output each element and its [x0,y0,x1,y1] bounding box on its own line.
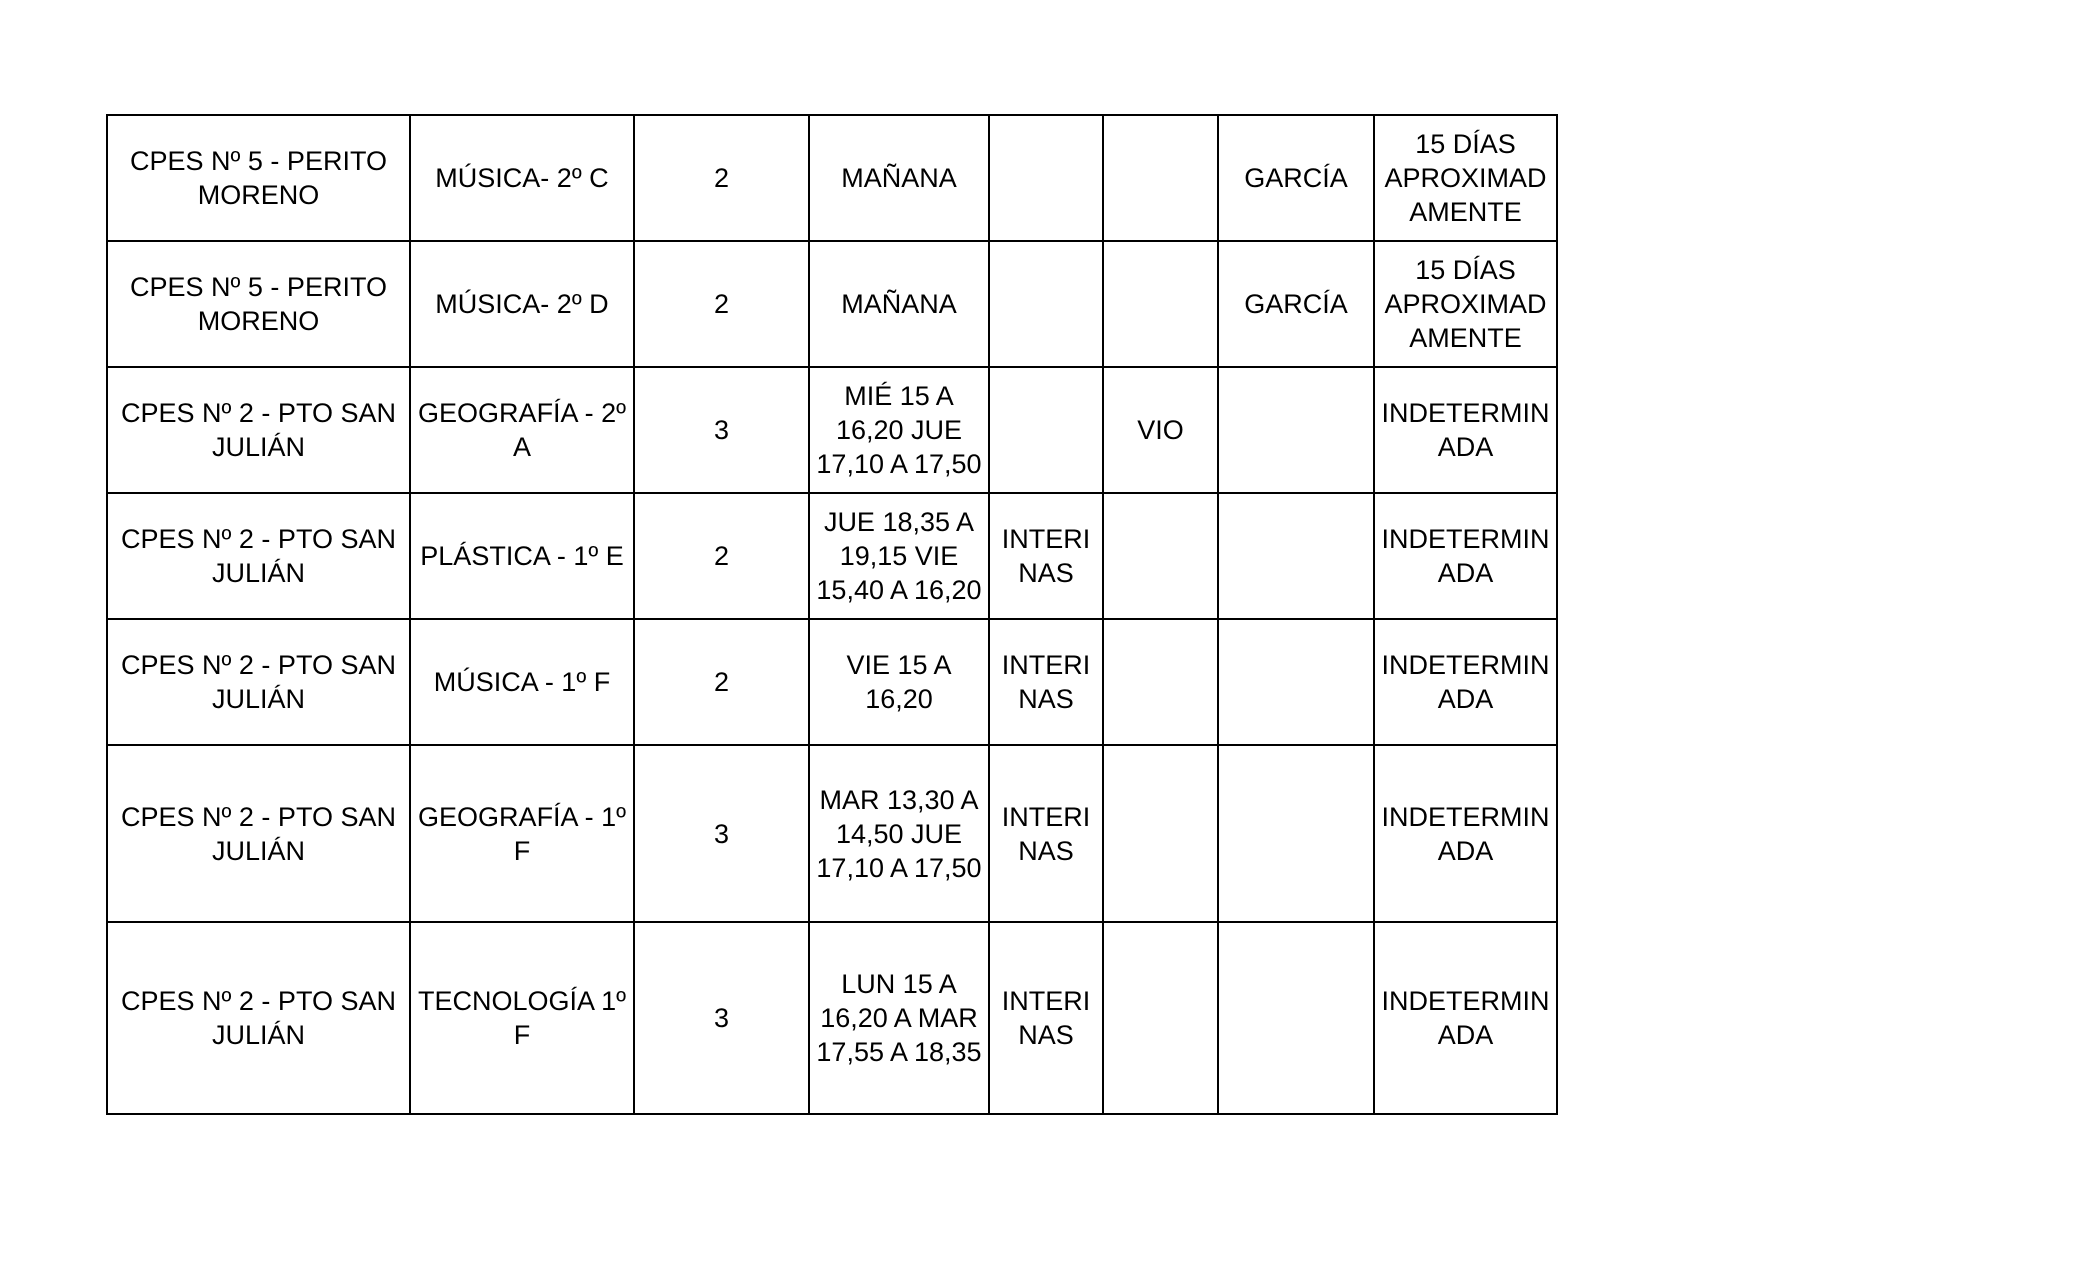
table-row [107,922,1557,1114]
cell-motivo [1103,241,1218,367]
cell-horas: 2 [634,115,809,241]
cell-horas: 3 [634,922,809,1114]
cell-duracion: INDETERMINADA [1374,493,1557,619]
cell-espacio: MÚSICA- 2º D [410,241,634,367]
cell-motivo [1103,115,1218,241]
cell-horario: MIÉ 15 A 16,20 JUE 17,10 A 17,50 [809,367,989,493]
cell-duracion: 15 DÍAS APROXIMADAMENTE [1374,115,1557,241]
cell-situacion: INTERINAS [989,619,1103,745]
cell-situacion [989,241,1103,367]
cell-motivo: VIO [1103,367,1218,493]
cell-espacio: TECNOLOGÍA 1º F [410,922,634,1114]
cell-docente [1218,493,1374,619]
table-row [107,241,1557,367]
cell-horario: MAÑANA [809,115,989,241]
spreadsheet-page [106,114,1558,1115]
cell-horario: LUN 15 A 16,20 A MAR 17,55 A 18,35 [809,922,989,1114]
cell-situacion [989,367,1103,493]
cell-docente: GARCÍA [1218,241,1374,367]
cell-horas: 3 [634,367,809,493]
cell-duracion: INDETERMINADA [1374,745,1557,922]
cell-espacio: MÚSICA - 1º F [410,619,634,745]
cell-institucion: CPES Nº 5 - PERITO MORENO [107,241,410,367]
cell-institucion: CPES Nº 2 - PTO SAN JULIÁN [107,745,410,922]
cell-institucion: CPES Nº 2 - PTO SAN JULIÁN [107,493,410,619]
cell-horario: MAR 13,30 A 14,50 JUE 17,10 A 17,50 [809,745,989,922]
vacancies-table [106,114,1558,1115]
cell-espacio: GEOGRAFÍA - 2º A [410,367,634,493]
cell-espacio: MÚSICA- 2º C [410,115,634,241]
cell-institucion: CPES Nº 2 - PTO SAN JULIÁN [107,922,410,1114]
cell-institucion: CPES Nº 5 - PERITO MORENO [107,115,410,241]
cell-horario: JUE 18,35 A 19,15 VIE 15,40 A 16,20 [809,493,989,619]
table-row [107,115,1557,241]
cell-duracion: 15 DÍAS APROXIMADAMENTE [1374,241,1557,367]
table-row [107,367,1557,493]
cell-situacion: INTERINAS [989,922,1103,1114]
cell-horas: 3 [634,745,809,922]
cell-espacio: GEOGRAFÍA - 1º F [410,745,634,922]
cell-motivo [1103,619,1218,745]
cell-horas: 2 [634,241,809,367]
cell-docente: GARCÍA [1218,115,1374,241]
table-row [107,745,1557,922]
cell-docente [1218,922,1374,1114]
cell-docente [1218,745,1374,922]
cell-horas: 2 [634,619,809,745]
cell-horario: VIE 15 A 16,20 [809,619,989,745]
cell-situacion: INTERINAS [989,493,1103,619]
cell-duracion: INDETERMINADA [1374,922,1557,1114]
cell-motivo [1103,745,1218,922]
cell-docente [1218,367,1374,493]
cell-horario: MAÑANA [809,241,989,367]
cell-duracion: INDETERMINADA [1374,367,1557,493]
cell-horas: 2 [634,493,809,619]
cell-situacion [989,115,1103,241]
cell-motivo [1103,922,1218,1114]
cell-situacion: INTERINAS [989,745,1103,922]
cell-espacio: PLÁSTICA - 1º E [410,493,634,619]
cell-motivo [1103,493,1218,619]
cell-docente [1218,619,1374,745]
cell-duracion: INDETERMINADA [1374,619,1557,745]
cell-institucion: CPES Nº 2 - PTO SAN JULIÁN [107,619,410,745]
cell-institucion: CPES Nº 2 - PTO SAN JULIÁN [107,367,410,493]
table-row [107,493,1557,619]
table-row [107,619,1557,745]
